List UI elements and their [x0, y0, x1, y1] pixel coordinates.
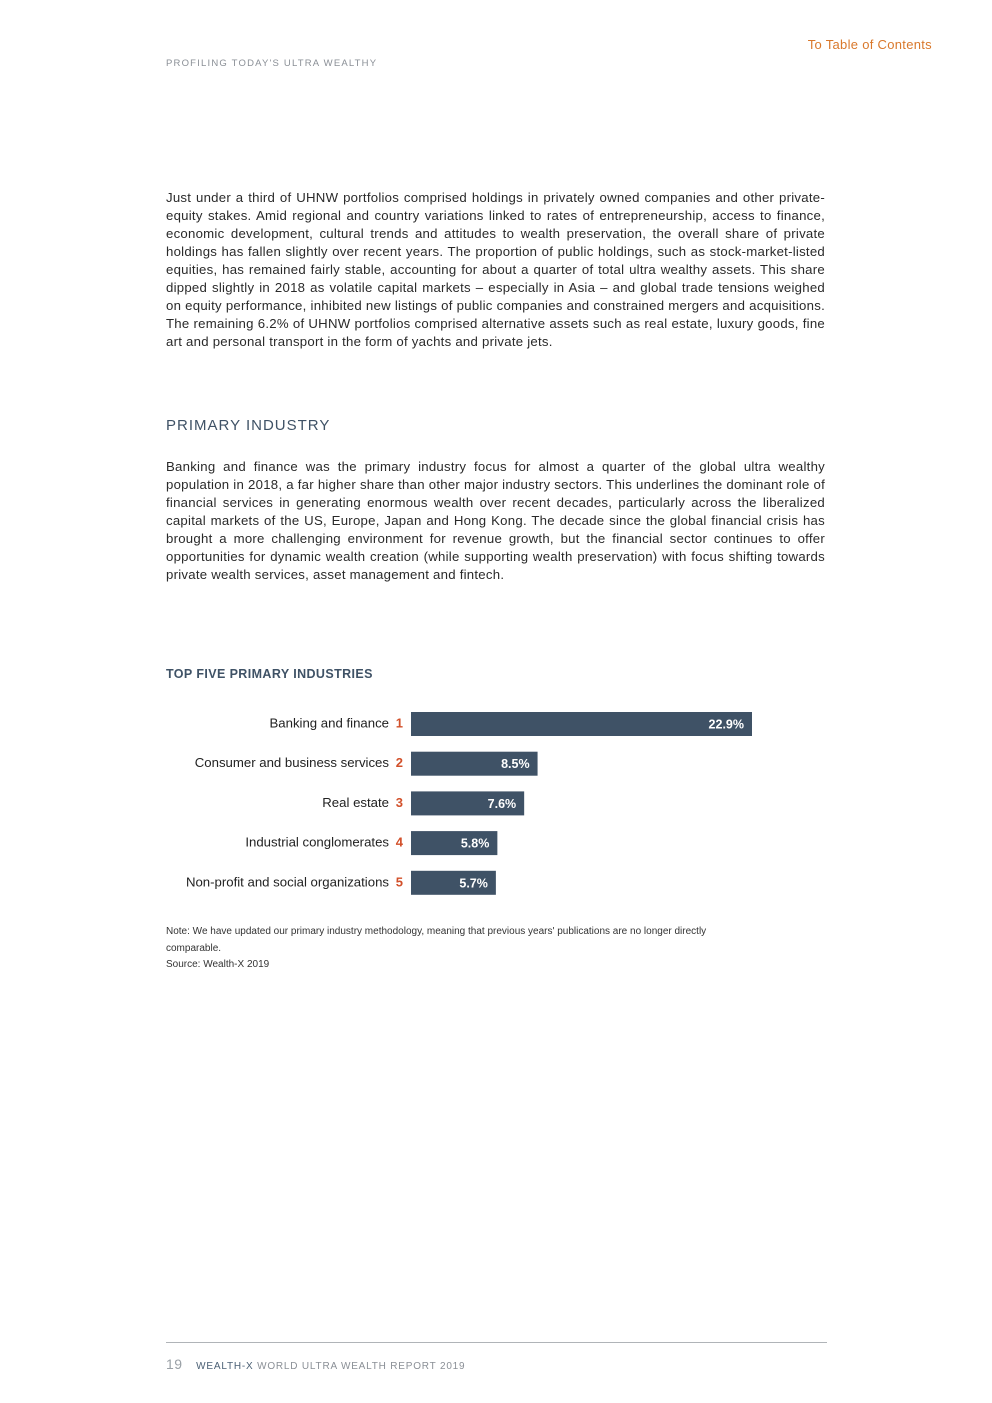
page-footer: [166, 1356, 465, 1372]
value-label-3: 7.6%: [487, 796, 517, 811]
footer-divider: [166, 1342, 827, 1343]
rank-label-3: 3: [395, 794, 403, 810]
footer-brand: WEALTH-X: [196, 1361, 254, 1372]
rank-label-5: 5: [395, 874, 403, 890]
methodology-note: Note: We have updated our primary industry methodology, meaning that previous years' publications are no longer directly comparable.: [166, 926, 707, 954]
value-label-1: 22.9%: [708, 717, 744, 732]
category-label-1: Banking and finance: [269, 715, 389, 731]
category-label-2: Consumer and business services: [194, 755, 389, 771]
rank-label-2: 2: [395, 755, 403, 771]
industries-bar-chart: [140, 700, 840, 905]
bar-1: [411, 712, 752, 736]
value-label-2: 8.5%: [501, 757, 530, 772]
body-paragraph-primary-industry: Banking and finance was the primary industry focus for almost a quarter of the global ultra wealthy population in 2018, a far higher share than other major industry sectors. This underlines the dominant role of financial services in generating enormous wealth over recent decades, particularly across the liberalized capital markets of the US, Europe, Japan and Hong Kong. The decade since the global financial crisis has brought a more challenging environment for revenue growth, but the financial sector continues to offer opportunities for dynamic wealth creation (while supporting wealth preservation) with focus shifting towards private wealth services, asset management and fintech.: [166, 459, 825, 582]
category-label-5: Non-profit and social organizations: [185, 874, 389, 890]
body-paragraph-portfolios: Just under a third of UHNW portfolios comprised holdings in privately owned companies and other private-equity stakes. Amid regional and country variations linked to rates of entrepreneurship, access to finance, economic development, cultural trends and attitudes to wealth preservation, the overall share of private holdings has fallen slightly over recent years. The proportion of public holdings, such as stock-market-listed equities, has remained fairly stable, accounting for about a quarter of total ultra wealthy assets. This share dipped slightly in 2018 as volatile capital markets – especially in Asia – and global trade tensions weighed on equity performance, inhibited new listings of public companies and constrained mergers and acquisitions. The remaining 6.2% of UHNW portfolios comprised alternative assets such as real estate, luxury goods, fine art and personal transport in the form of yachts and private jets.: [166, 190, 825, 349]
category-label-3: Real estate: [322, 794, 389, 810]
footer-report-title: WORLD ULTRA WEALTH REPORT 2019: [257, 1361, 466, 1372]
category-label-4: Industrial conglomerates: [245, 834, 389, 850]
chart-title: TOP FIVE PRIMARY INDUSTRIES: [166, 667, 373, 681]
chart-notes: [166, 924, 756, 974]
section-heading-primary-industry: PRIMARY INDUSTRY: [166, 417, 331, 434]
value-label-5: 5.7%: [459, 876, 488, 891]
rank-label-4: 4: [395, 834, 403, 850]
page-number: 19: [166, 1356, 183, 1372]
value-label-4: 5.8%: [460, 836, 490, 851]
rank-label-1: 1: [395, 715, 403, 731]
table-of-contents-link[interactable]: To Table of Contents: [807, 37, 932, 52]
source-note: Source: Wealth-X 2019: [166, 959, 270, 970]
running-header: PROFILING TODAY'S ULTRA WEALTHY: [166, 58, 378, 69]
